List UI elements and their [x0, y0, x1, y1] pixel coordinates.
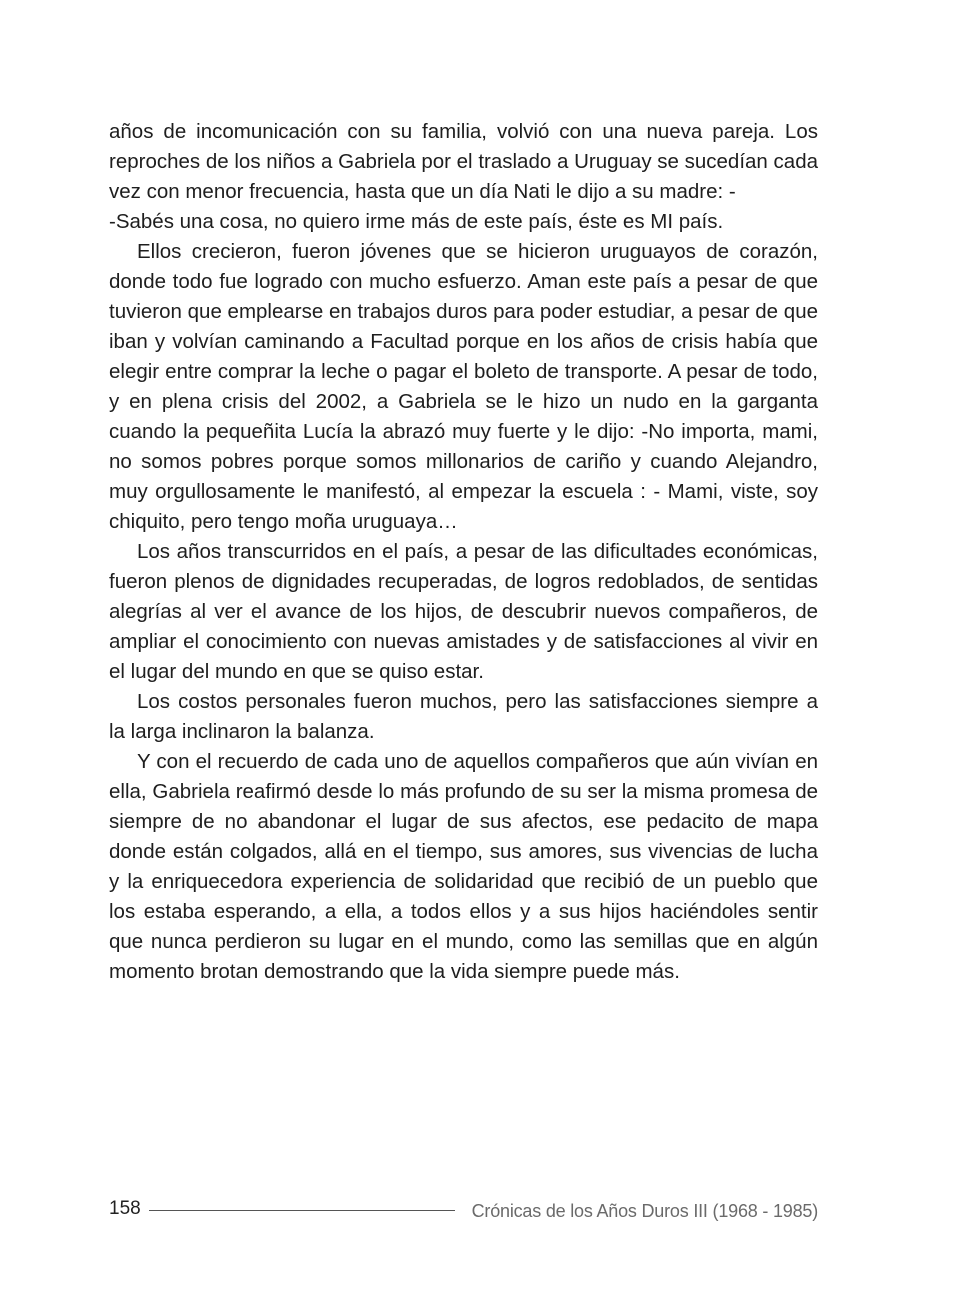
footer-rule — [149, 1210, 455, 1211]
paragraph-2: -Sabés una cosa, no quiero irme más de este país, éste es MI país. — [109, 210, 724, 233]
paragraph-3: Ellos crecieron, fueron jóvenes que se hicieron uruguayos de corazón, donde todo fue logrado con mucho esfuerzo. Aman este país a pesar de que tuvieron que emplearse en trabajos duros para poder estudiar, a pesar de que iban y volvían caminando a Facultad porque en los años de crisis había que elegir entre comprar la leche o pagar el boleto de transporte. A pesar de todo, y en plena crisis del 2002, a Gabriela se le hizo un nudo en la garganta cuando la pequeñita Lucía la abrazó muy fuerte y le dijo: -No importa, mami, no somos pobres porque somos millonarios de cariño y cuando Alejandro, muy orgullosamente le manifestó, al empezar la escuela : - Mami, viste, soy chiquito, pero tengo moña uruguaya… — [109, 240, 818, 533]
paragraph-6: Y con el recuerdo de cada uno de aquellos compañeros que aún vivían en ella, Gabriela reafirmó desde lo más profundo de su ser la misma promesa de siempre de no abandonar el lugar de sus afectos, ese pedacito de mapa donde están colgados, allá en el tiempo, sus amores, sus vivencias de lucha y la enriquecedora experiencia de solidaridad que recibió de un pueblo que los estaba esperando, a ella, a todos ellos y a sus hijos haciéndoles sentir que nunca perdieron su lugar en el mundo, como las semillas que en algún momento brotan demostrando que la vida siempre puede más. — [109, 750, 818, 983]
paragraph-4: Los años transcurridos en el país, a pesar de las dificultades económicas, fueron plenos de dignidades recuperadas, de logros redoblados, de sentidas alegrías al ver el avance de los hijos, de descubrir nuevos compañeros, de ampliar el conocimiento con nuevas amistades y de satisfacciones al vivir en el lugar del mundo en que se quiso estar. — [109, 540, 818, 683]
page-footer — [109, 1196, 818, 1224]
running-title: Crónicas de los Años Duros III (1968 - 1985) — [471, 1201, 818, 1221]
page-body — [109, 117, 818, 987]
paragraph-5: Los costos personales fueron muchos, pero las satisfacciones siempre a la larga inclinaron la balanza. — [109, 690, 818, 743]
page-number: 158 — [109, 1198, 141, 1219]
paragraph-1: años de incomunicación con su familia, volvió con una nueva pareja. Los reproches de los niños a Gabriela por el traslado a Uruguay se sucedían cada vez con menor frecuencia, hasta que un día Nati le dijo a su madre: - — [109, 120, 818, 203]
